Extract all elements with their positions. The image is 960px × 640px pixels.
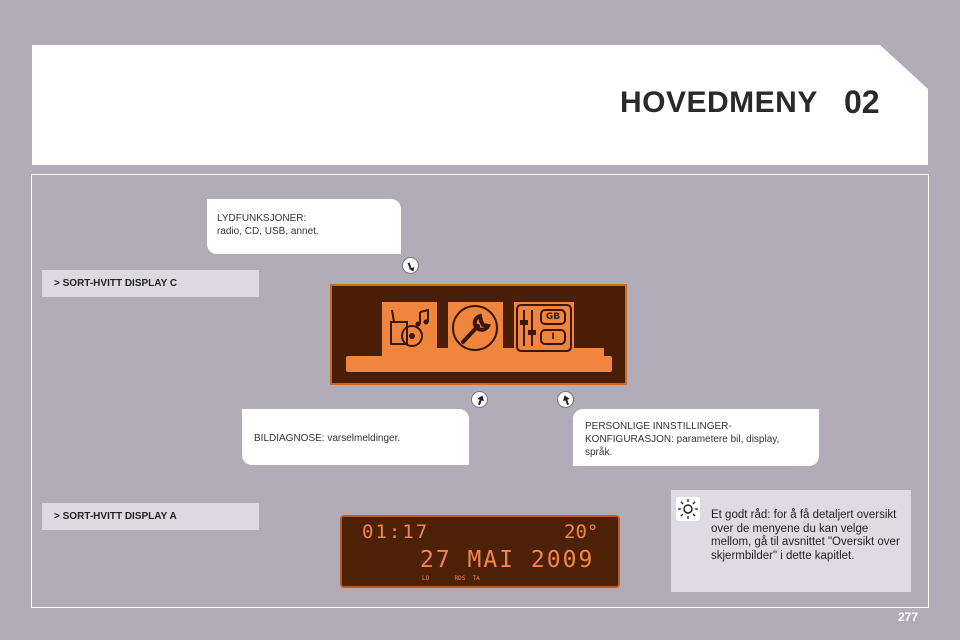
- callout-personal-line3: språk.: [585, 447, 613, 458]
- display-a-screen: [340, 515, 620, 588]
- display-c-screen: [330, 284, 627, 385]
- music-cd-icon: [382, 302, 437, 354]
- callout-audio-title: LYDFUNKSJONER:: [217, 213, 307, 224]
- section-label-display-a: > SORT-HVITT DISPLAY A: [42, 503, 259, 530]
- callout-personal-settings: [573, 409, 819, 466]
- arrow-up-icon-diagnostics: [471, 391, 488, 408]
- sliders-language-icon: [514, 302, 574, 354]
- callout-personal-line2: KONFIGURASJON: parametere bil, display,: [585, 434, 780, 445]
- callout-personal-line1: PERSONLIGE INNSTILLINGER-: [585, 421, 732, 432]
- language-i-label: I: [551, 332, 555, 342]
- callout-audio-desc: radio, CD, USB, annet.: [217, 226, 319, 237]
- wrench-icon: [448, 302, 503, 354]
- tip-text: Et godt råd: for å få detaljert oversikt over de menyene du kan velge mellom, gå til avsnittet "Oversikt over skjermbilder" i dette kapitlet.: [711, 509, 900, 562]
- callout-audio: [207, 199, 401, 254]
- language-gb-label: GB: [545, 312, 561, 322]
- callout-diagnostics: BILDIAGNOSE: varselmeldinger.: [242, 409, 469, 465]
- lightbulb-tip-icon: [676, 497, 700, 521]
- lcd-time: 01:17: [362, 521, 430, 543]
- lcd-date: 27 MAI 2009: [420, 547, 595, 573]
- page-title: HOVEDMENY: [620, 86, 818, 119]
- section-label-display-c: > SORT-HVITT DISPLAY C: [42, 270, 259, 297]
- chapter-number: 02: [844, 84, 880, 120]
- page-number: 277: [898, 610, 919, 624]
- arrow-down-right-icon: [402, 257, 419, 274]
- lcd-temperature: 20°: [564, 521, 599, 543]
- arrow-up-icon-settings: [557, 391, 574, 408]
- lcd-indicators: LO RDS TA: [422, 575, 480, 582]
